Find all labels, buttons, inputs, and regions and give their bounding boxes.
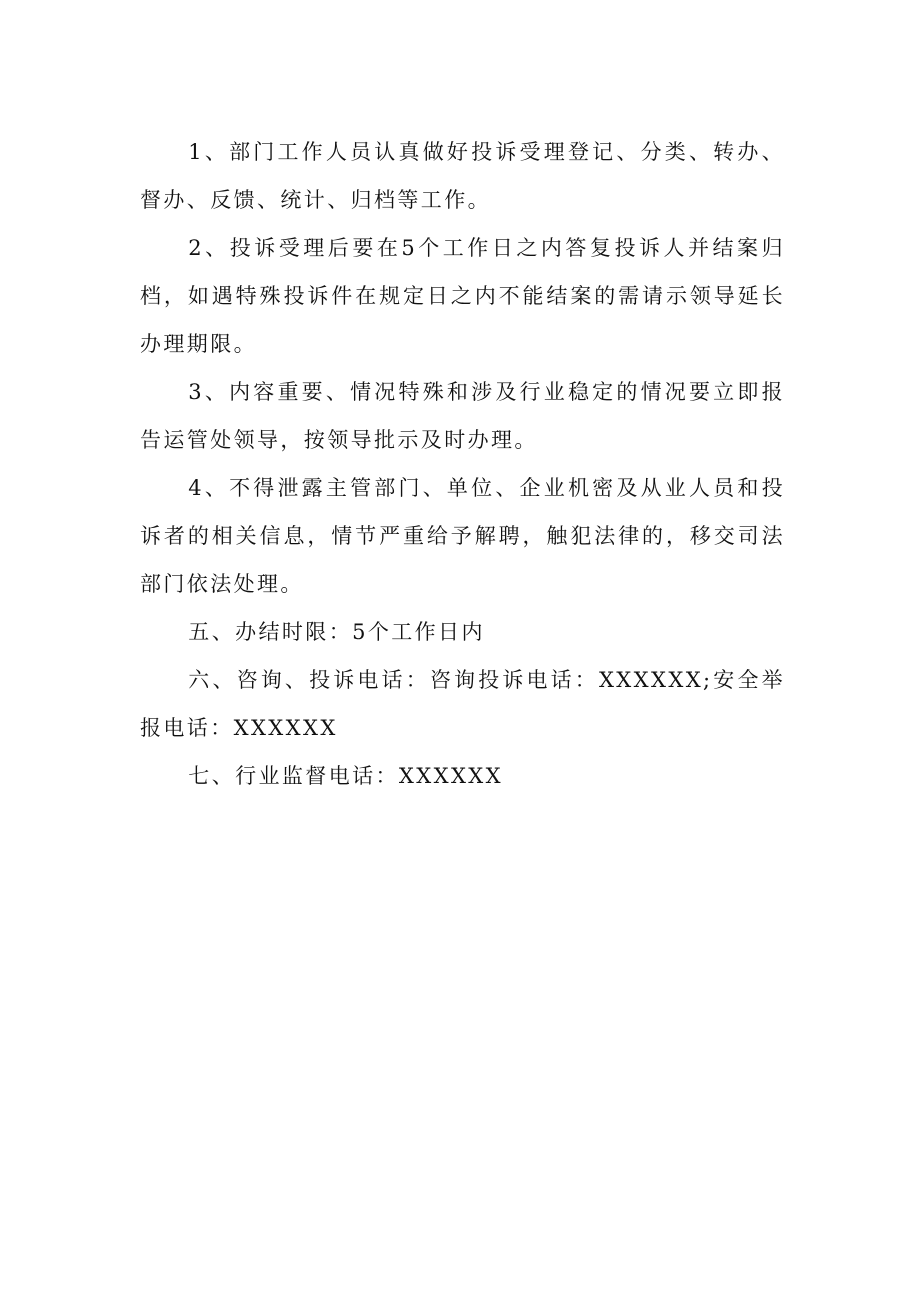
- paragraph-handling-duties: 1、部门工作人员认真做好投诉受理登记、分类、转办、督办、反馈、统计、归档等工作。: [140, 140, 785, 212]
- paragraph-urgent-reporting: 3、内容重要、情况特殊和涉及行业稳定的情况要立即报告运管处领导，按领导批示及时办理。: [140, 380, 785, 452]
- paragraph-complaint-phone: 六、咨询、投诉电话：咨询投诉电话：XXXXXX;安全举报电话：XXXXXX: [140, 668, 785, 740]
- paragraph-reply-deadline: 2、投诉受理后要在5个工作日之内答复投诉人并结案归档，如遇特殊投诉件在规定日之内不能结案的需请示领导延长办理期限。: [140, 236, 785, 356]
- document-body: [140, 128, 785, 800]
- paragraph-supervision-phone: 七、行业监督电话：XXXXXX: [188, 764, 503, 788]
- paragraph-confidentiality: 4、不得泄露主管部门、单位、企业机密及从业人员和投诉者的相关信息，情节严重给予解聘，触犯法律的，移交司法部门依法处理。: [140, 476, 785, 596]
- paragraph-completion-time: 五、办结时限：5个工作日内: [188, 620, 485, 644]
